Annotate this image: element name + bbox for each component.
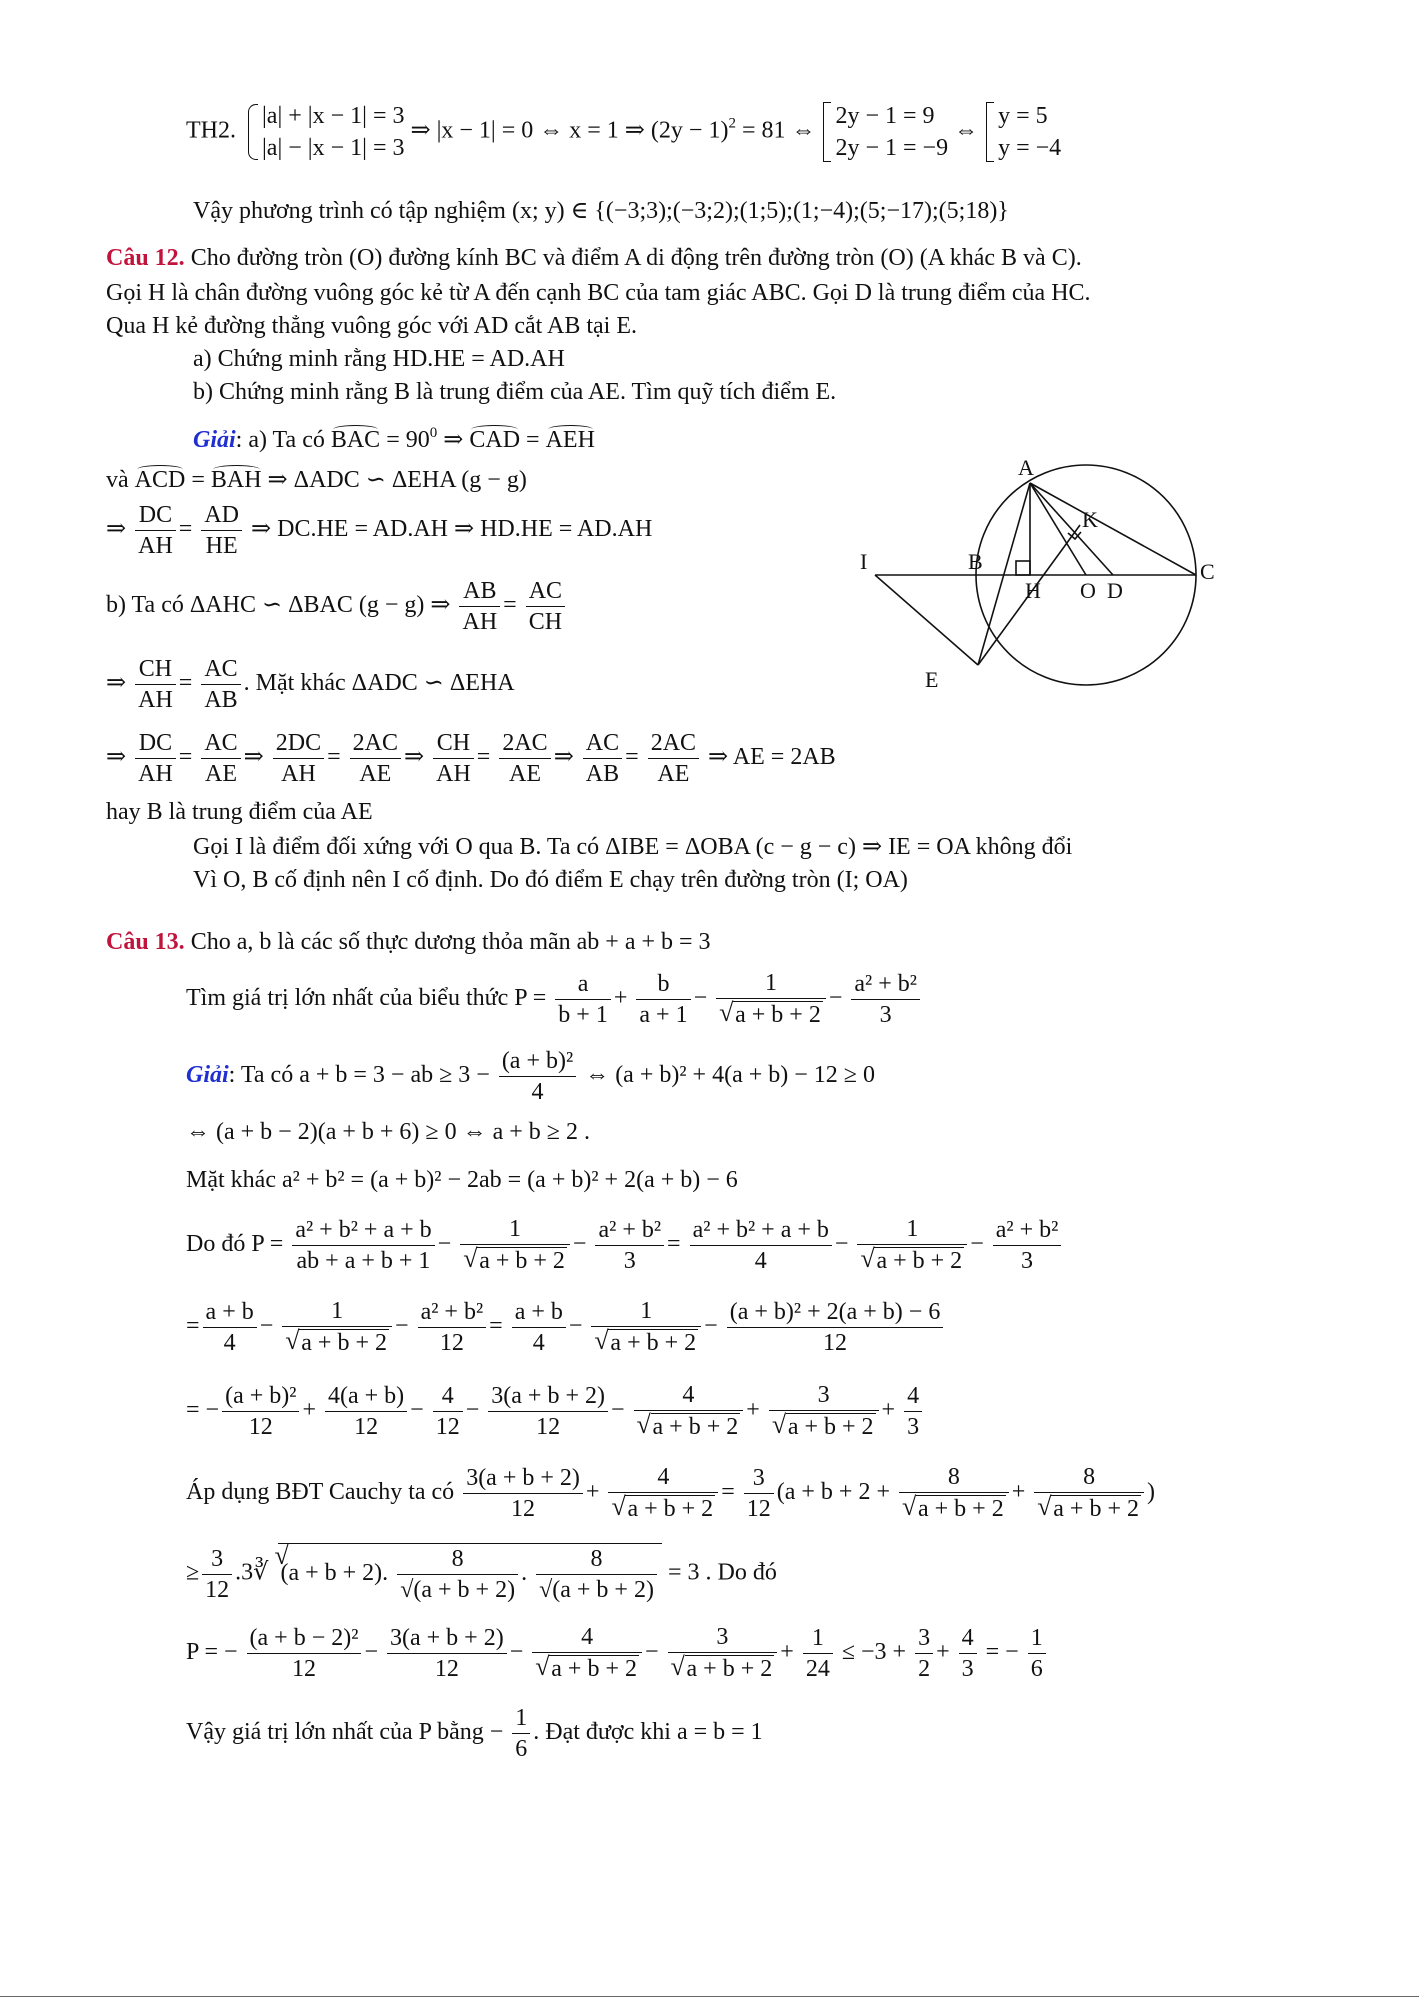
th2-line: [186, 100, 1061, 164]
frac-f2: [325, 1381, 407, 1442]
frac-e1: [203, 1297, 257, 1358]
q12-text1: Cho đường tròn (O) đường kính BC và điểm A di động trên đường tròn (O) (A khác B và C).: [190, 245, 1082, 271]
frac-num: (a + b)² + 2(a + b) − 6: [727, 1297, 944, 1328]
label-o: O: [1080, 578, 1096, 603]
frac-num: AC: [583, 728, 622, 759]
q12-imp-2: ⇒: [106, 670, 127, 697]
frac-den: [532, 1653, 642, 1684]
frac-den: 12: [435, 1413, 460, 1440]
th2-system: [248, 100, 404, 164]
frac-max: [512, 1703, 530, 1764]
frac-den: 4: [223, 1329, 236, 1356]
frac-den: AE: [359, 761, 392, 787]
angle-bah: BAH: [210, 467, 262, 493]
q12-va-rest: ⇒ ΔADC ∽ ΔEHA (g − g): [261, 467, 527, 493]
frac-num: 2AC: [350, 728, 401, 759]
frac-den: AH: [138, 533, 173, 559]
q13-giai1: [186, 1046, 875, 1107]
frac-den: AH: [138, 761, 173, 787]
frac-ad-he: [201, 500, 242, 561]
frac-num: 4(a + b): [325, 1381, 407, 1412]
frac-num: 3: [915, 1623, 933, 1654]
frac-p5: [857, 1214, 967, 1276]
frac-den: 12: [536, 1413, 561, 1440]
label-k: K: [1082, 507, 1098, 532]
frac-num: a² + b² + a + b: [690, 1215, 832, 1246]
frac-den: 12: [354, 1413, 379, 1440]
frac-num: 2AC: [648, 728, 699, 759]
frac-den: AE: [509, 761, 542, 787]
frac-num: a² + b²: [851, 969, 920, 1000]
frac-num: AC: [201, 654, 240, 685]
frac-den: AE: [657, 761, 690, 787]
q12-res1: ⇒ DC.HE = AD.AH ⇒ HD.HE = AD.AH: [251, 516, 653, 543]
frac-den: [857, 1245, 967, 1276]
sqrt: √ a + b + 2: [637, 1412, 741, 1442]
th2-eq2: |a| − |x − 1| = 3: [262, 135, 405, 161]
q13-g1-pre: : Ta có a + b = 3 − ab ≥ 3 −: [228, 1062, 490, 1089]
th2-bracket-2-a: y = 5: [998, 103, 1048, 129]
th2-mid-sup: 2: [728, 115, 736, 132]
frac-g1: [463, 1463, 583, 1524]
frac-num: CH: [433, 728, 474, 759]
q12-imp-1: ⇒: [106, 516, 127, 543]
geometry-figure: [860, 455, 1230, 700]
frac-den: 12: [205, 1576, 230, 1603]
sqrt: √ a + b + 2: [1037, 1494, 1141, 1524]
frac-num: 3(a + b + 2): [387, 1623, 507, 1654]
frac-p3: [595, 1215, 664, 1276]
q12-imp-3: ⇒: [106, 744, 127, 771]
frac-num: 2DC: [273, 728, 324, 759]
line-ie: [875, 575, 978, 665]
q13-cauchy: ≥ $\frac{3}{12}$ .3∛ √ (a + b + 2). $\frac{8}{√(a + b + 2)}$ . $\frac{8}{√(a + b + 2)}$ = 3 . Do đó: [186, 1543, 777, 1605]
q13-text: Cho a, b là các số thực dương thỏa mãn ab + a + b = 3: [190, 929, 711, 955]
frac-num: 3: [744, 1463, 774, 1494]
frac-dc-ah-2: [135, 728, 176, 789]
frac-num: 1: [512, 1703, 530, 1734]
sqrt: √ a + b + 2: [594, 1328, 698, 1358]
label-h: H: [1025, 578, 1041, 603]
q12-eq-2: =: [185, 467, 211, 493]
frac-ch-ah-2: [433, 728, 474, 789]
frac-den: 12: [248, 1413, 273, 1440]
frac-den: 3: [623, 1247, 636, 1274]
frac-2ac-ae-2: [499, 728, 550, 789]
q12-va-line: [106, 465, 527, 495]
frac-k3: [532, 1622, 642, 1684]
frac-num: a² + b²: [595, 1215, 664, 1246]
frac-num: a² + b² + a + b: [292, 1215, 434, 1246]
frac-num: 3: [202, 1544, 232, 1575]
frac-g5: [1034, 1462, 1144, 1524]
frac-f4: [488, 1381, 608, 1442]
frac-k2: [387, 1623, 507, 1684]
q12-goi: Gọi I là điểm đối xứng với O qua B. Ta có ΔIBE = ΔOBA (c − g − c) ⇒ IE = OA không đổi: [193, 834, 1073, 860]
frac-den: AH: [436, 761, 471, 787]
label-c: C: [1200, 559, 1215, 584]
frac-den: 12: [434, 1655, 459, 1682]
frac-den: [634, 1411, 744, 1442]
frac-den: [899, 1493, 1009, 1524]
label-d: D: [1107, 578, 1123, 603]
frac-e3: [418, 1297, 487, 1358]
frac-num: (a + b)²: [222, 1381, 299, 1412]
q13-eq3: = 3 . Do đó: [667, 1559, 777, 1586]
q13-final: ≤ −3 +: [841, 1638, 907, 1665]
frac-den: 12: [511, 1495, 536, 1522]
frac-a2b2-3: [851, 969, 920, 1030]
frac-num: 1: [803, 1623, 833, 1654]
frac-ab2-4: [499, 1046, 576, 1107]
q12-giai-a-pre: : a) Ta có: [235, 427, 331, 453]
bottom-rule: [0, 1996, 1419, 1997]
q13-giai-label: Giải: [186, 1062, 229, 1089]
th2-bracket-1: [821, 100, 948, 164]
q12-eq: =: [520, 427, 546, 453]
frac-num: 1: [716, 968, 826, 999]
q12-giai-label: Giải: [193, 427, 236, 453]
q12-ch-line: ⇒ $\frac{CH}{AH}$ = $\frac{AC}{AB}$ . Mặt khác ΔADC ∽ ΔEHA: [106, 656, 515, 713]
frac-den: 4: [531, 1079, 544, 1105]
q13-line-eq3: = − $\frac{\text{(a + b)²}}{12}$ + $\frac{4(a + b)}{12}$ − $\frac{4}{12}$ − $\frac{3(a + b + 2)}{12}$ − 4 √ a + b + 2 + 3 √ a + b + 2 + $\frac{4}{3}$: [186, 1380, 925, 1442]
q13-label: Câu 13.: [106, 929, 185, 955]
q13-g2: ⇔ (a + b − 2)(a + b + 6) ≥ 0 ⇔ a + b ≥ 2 .: [186, 1119, 590, 1145]
frac-g4: [899, 1462, 1009, 1524]
frac-num: 3: [668, 1622, 778, 1653]
frac-h2: [397, 1544, 518, 1605]
th2-mid2: = 81 ⇔: [741, 117, 816, 144]
frac-g2: [608, 1462, 718, 1524]
frac-h1: [202, 1544, 232, 1605]
frac-2dc-ah: [273, 728, 324, 789]
angle-acd: ACD: [134, 467, 186, 493]
frac-den: 12: [439, 1329, 464, 1356]
frac-den: [282, 1327, 392, 1358]
frac-k6: [915, 1623, 933, 1684]
frac-num: 8: [397, 1544, 518, 1575]
frac-num: CH: [135, 654, 176, 685]
frac-2ac-ae-3: [648, 728, 699, 789]
frac-num: (a + b − 2)²: [247, 1623, 362, 1654]
frac-den: 12: [823, 1329, 847, 1356]
frac-den: CH: [528, 609, 563, 635]
frac-f7: [904, 1381, 922, 1442]
q13-conclusion: [186, 1703, 763, 1764]
th2-bracket-2: [984, 100, 1061, 164]
label-b: B: [968, 549, 983, 574]
frac-den: AH: [138, 687, 173, 713]
frac-g3: [744, 1463, 774, 1524]
frac-dc-ah: [135, 500, 176, 561]
frac-num: AC: [526, 576, 565, 607]
frac-num: 3(a + b + 2): [463, 1463, 583, 1494]
frac-den: 3: [961, 1655, 974, 1682]
frac-k4: [668, 1622, 778, 1684]
frac-num: 8: [1034, 1462, 1144, 1493]
frac-k8: [1028, 1623, 1046, 1684]
frac-den: [1034, 1493, 1144, 1524]
frac-p1: [292, 1215, 434, 1276]
q12-chain-line: ⇒ $\frac{DC}{AH}$ = $\frac{AC}{AE}$ ⇒ $\frac{2DC}{AH}$ = $\frac{2AC}{AE}$ ⇒ $\frac{CH}{AH}$ = $\frac{2AC}{AE}$ ⇒ $\frac{AC}{AB}$ = $\frac{2AC}{AE}$ ⇒ AE = 2AB: [106, 730, 836, 787]
q13-p-final: P = − $\frac{\text{(a + b − 2)²}}{12}$ − $\frac{3(a + b + 2)}{12}$ − 4 √ a + b + 2 − 3 √ a + b + 2 + $\frac{1}{24}$ ≤ −3 + $\frac{3}{2}$ + $\frac{4}{3}$ = − $\frac{1}{6}$: [186, 1622, 1049, 1684]
frac-ac-ae: [201, 728, 240, 789]
frac-b-a1: [636, 969, 690, 1030]
q13-g1-post: ⇔ (a + b)² + 4(a + b) − 12 ≥ 0: [585, 1062, 875, 1089]
frac-e2: [282, 1296, 392, 1358]
frac-f3: [433, 1381, 463, 1442]
frac-den: [591, 1327, 701, 1358]
frac-den: 3: [1021, 1247, 1034, 1274]
sqrt: √ a + b + 2: [535, 1654, 639, 1684]
sqrt: √ a + b + 2: [772, 1412, 876, 1442]
frac-den: [668, 1653, 778, 1684]
frac-num: (a + b)²: [499, 1046, 576, 1077]
q12-label: Câu 12.: [106, 245, 185, 271]
q12-line2: Gọi H là chân đường vuông góc kẻ từ A đến cạnh BC của tam giác ABC. Gọi D là trung điểm của HC.: [106, 280, 1091, 306]
frac-den: 4: [754, 1247, 767, 1274]
th2-eq1: |a| + |x − 1| = 3: [262, 103, 405, 129]
line-ac: [1030, 483, 1196, 575]
frac-f5: [634, 1380, 744, 1442]
q12-ae-2ab: ⇒ AE = 2AB: [708, 744, 836, 771]
sqrt-ab2: √ a + b + 2: [719, 1000, 823, 1030]
line-ad: [1030, 483, 1113, 575]
q12-deg: 0: [429, 425, 438, 441]
frac-den: [716, 999, 826, 1030]
q12-part-b: b) Chứng minh rằng B là trung điểm của AE. Tìm quỹ tích điểm E.: [193, 379, 837, 405]
frac-num: 4: [634, 1380, 744, 1411]
line-ae: [978, 483, 1030, 665]
frac-a-b1: [555, 969, 611, 1030]
frac-den: AE: [205, 761, 237, 787]
q12-giai-a: [193, 418, 595, 455]
q13-line1: [106, 927, 711, 957]
frac-num: 4: [608, 1462, 718, 1493]
label-a: A: [1018, 455, 1034, 480]
right-angle-h: [1016, 561, 1030, 575]
frac-den: [769, 1411, 879, 1442]
frac-den: AB: [585, 761, 620, 787]
sqrt: √ a + b + 2: [611, 1494, 715, 1524]
th2-iff: ⇔: [954, 117, 979, 144]
frac-num: 4: [904, 1381, 922, 1412]
frac-num: 1: [591, 1296, 701, 1327]
th2-bracket-2-b: y = −4: [998, 135, 1062, 161]
frac-num: 4: [959, 1623, 977, 1654]
frac-den: 3: [907, 1413, 920, 1440]
frac-num: a: [555, 969, 611, 1000]
q13-final-end: = −: [985, 1638, 1019, 1665]
sqrt: √ a + b + 2: [285, 1328, 389, 1358]
label-i: I: [860, 549, 868, 574]
frac-den: [608, 1493, 718, 1524]
q13-tim-text: Tìm giá trị lớn nhất của biểu thức P =: [186, 984, 547, 1011]
q13-do-do-text: Do đó P =: [186, 1230, 284, 1257]
frac-num: b: [636, 969, 690, 1000]
frac-num: a² + b²: [418, 1297, 487, 1328]
frac-f6: [769, 1380, 879, 1442]
q12-part-a: a) Chứng minh rằng HD.HE = AD.AH: [193, 346, 565, 372]
angle-cad: CAD: [469, 427, 521, 453]
frac-den: AH: [462, 609, 498, 635]
frac-num: 4: [532, 1622, 642, 1653]
frac-f1: [222, 1381, 299, 1442]
frac-num: 4: [433, 1381, 463, 1412]
angle-bac: BAC: [330, 427, 381, 453]
q12-ratio-line: ⇒ $\frac{DC}{AH}$ = $\frac{AD}{HE}$ ⇒ DC.HE = AD.AH ⇒ HD.HE = AD.AH: [106, 502, 653, 559]
frac-den: √(a + b + 2): [400, 1577, 516, 1603]
frac-e5: [591, 1296, 701, 1358]
th2-bracket-1-a: 2y − 1 = 9: [835, 103, 935, 129]
frac-den: AB: [204, 687, 238, 713]
frac-num: 1: [1028, 1623, 1046, 1654]
q12-b-line: b) Ta có ΔAHC ∽ ΔBAC (g − g) ⇒ $\frac{AB}{AH}$ = $\frac{AC}{CH}$: [106, 576, 568, 637]
frac-den: 6: [515, 1736, 528, 1762]
frac-den: b + 1: [558, 1001, 608, 1028]
frac-den: HE: [205, 533, 238, 559]
frac-num: 8: [899, 1462, 1009, 1493]
frac-num: DC: [135, 500, 176, 531]
frac-num: a² + b²: [993, 1215, 1062, 1246]
frac-num: 1: [282, 1296, 392, 1327]
frac-den: 2: [918, 1655, 931, 1682]
q12-hay: hay B là trung điểm của AE: [106, 799, 373, 825]
frac-ac-ab: [201, 654, 240, 715]
frac-num: AB: [459, 576, 500, 607]
frac-num: 1: [460, 1214, 570, 1245]
frac-den: a + 1: [639, 1001, 688, 1028]
frac-num: a + b: [203, 1297, 257, 1328]
frac-num: AD: [201, 500, 242, 531]
frac-p2: [460, 1214, 570, 1276]
th2-mid: ⇒ |x − 1| = 0 ⇔ x = 1 ⇒ (2y − 1): [410, 117, 729, 144]
q12-mat-khac: . Mặt khác ΔADC ∽ ΔEHA: [243, 670, 515, 697]
q13-g3: Mặt khác a² + b² = (a + b)² − 2ab = (a + b)² + 2(a + b) − 6: [186, 1167, 738, 1193]
q13-p-eq: P = −: [186, 1638, 238, 1665]
cube-root: √ (a + b + 2). $\frac{8}{√(a + b + 2)}$ . $\frac{8}{√(a + b + 2)}$: [274, 1543, 662, 1605]
frac-den: 12: [291, 1655, 316, 1682]
q12-giai-a-arrow: ⇒: [437, 427, 470, 453]
q13-do-do: Do đó P = $\frac{\text{a² + b² + a + b}}{ab + a + b + 1}$ − 1 √ a + b + 2 − $\frac{\text{a² + b²}}{3}$ = $\frac{\text{a² + b² + a + b}}{4}$ − 1 √ a + b + 2 − $\frac{\text{a² + b²}}{3}$: [186, 1214, 1064, 1276]
frac-num: 3: [769, 1380, 879, 1411]
frac-den: √(a + b + 2): [539, 1577, 654, 1603]
sqrt: √ a + b + 2: [902, 1494, 1006, 1524]
frac-k7: [959, 1623, 977, 1684]
frac-ab-ah: [459, 576, 500, 637]
q12-va: và: [106, 467, 135, 493]
frac-den: AH: [281, 761, 316, 787]
sqrt: √ a + b + 2: [860, 1246, 964, 1276]
frac-num: 1: [857, 1214, 967, 1245]
frac-h3: [536, 1544, 657, 1605]
q13-ket-luan-post: . Đạt được khi a = b = 1: [533, 1719, 763, 1746]
frac-ac-ch: [526, 576, 565, 637]
frac-den: [460, 1245, 570, 1276]
frac-num: 8: [536, 1544, 657, 1575]
frac-den: 12: [746, 1495, 771, 1522]
q13-tim: Tìm giá trị lớn nhất của biểu thức P = $\frac{a}{b + 1}$ + $\frac{b}{a + 1}$ − 1 √ a + b + 2 − $\frac{\text{a² + b²}}{3}$: [186, 968, 923, 1030]
th2-label: TH2.: [186, 117, 236, 144]
frac-1-sqrt: [716, 968, 826, 1030]
q12-line1: [106, 243, 1082, 273]
frac-den: 4: [532, 1329, 545, 1356]
q12-line3: Qua H kẻ đường thẳng vuông góc với AD cắt AB tại E.: [106, 313, 637, 339]
sqrt: √ a + b + 2: [671, 1654, 775, 1684]
frac-p6: [993, 1215, 1062, 1276]
frac-p4: [690, 1215, 832, 1276]
q13-ap-dung-text: Áp dụng BĐT Cauchy ta có: [186, 1478, 455, 1505]
q12-b-pre: b) Ta có ΔAHC ∽ ΔBAC (g − g) ⇒: [106, 592, 451, 619]
frac-num: AC: [201, 728, 240, 759]
frac-den: 24: [805, 1655, 830, 1682]
frac-ch-ah: [135, 654, 176, 715]
frac-num: 2AC: [499, 728, 550, 759]
frac-den: ab + a + b + 1: [296, 1247, 431, 1274]
th2-bracket-1-b: 2y − 1 = −9: [835, 135, 949, 161]
frac-e4: [512, 1297, 566, 1358]
frac-den: 3: [879, 1001, 892, 1028]
frac-den: 6: [1030, 1655, 1043, 1682]
label-e: E: [925, 667, 939, 692]
q12-vi: Vì O, B cố định nên I cố định. Do đó điểm E chạy trên đường tròn (I; OA): [193, 867, 908, 893]
q13-line-eq2: = $\frac{a + b}{4}$ − 1 √ a + b + 2 − $\frac{\text{a² + b²}}{12}$ = $\frac{a + b}{4}$ − 1 √ a + b + 2 − $\frac{\text{(a + b)² + 2(a + b) − 6}}{12}$: [186, 1296, 946, 1358]
vay-tap-nghiem: Vậy phương trình có tập nghiệm (x; y) ∈ {(−3;3);(−3;2);(1;5);(1;−4);(5;−17);(5;18)}: [193, 198, 1009, 224]
q13-ket-luan-pre: Vậy giá trị lớn nhất của P bằng −: [186, 1719, 504, 1746]
q13-ap-dung: Áp dụng BĐT Cauchy ta có $\frac{3(a + b + 2)}{12}$ + 4 √ a + b + 2 = $\frac{3}{12}$ (a + b + 2 + 8 √ a + b + 2 + 8 √ a + b + 2 ): [186, 1462, 1155, 1524]
frac-2ac-ae: [350, 728, 401, 789]
frac-num: DC: [135, 728, 176, 759]
frac-num: 3(a + b + 2): [488, 1381, 608, 1412]
angle-aeh: AEH: [545, 427, 595, 453]
frac-e6: [727, 1297, 944, 1358]
frac-k5: [803, 1623, 833, 1684]
frac-k1: [247, 1623, 362, 1684]
frac-num: a + b: [512, 1297, 566, 1328]
sqrt: √ a + b + 2: [463, 1246, 567, 1276]
frac-ac-ab-2: [583, 728, 622, 789]
q12-giai-a-mid: = 90: [380, 427, 430, 453]
